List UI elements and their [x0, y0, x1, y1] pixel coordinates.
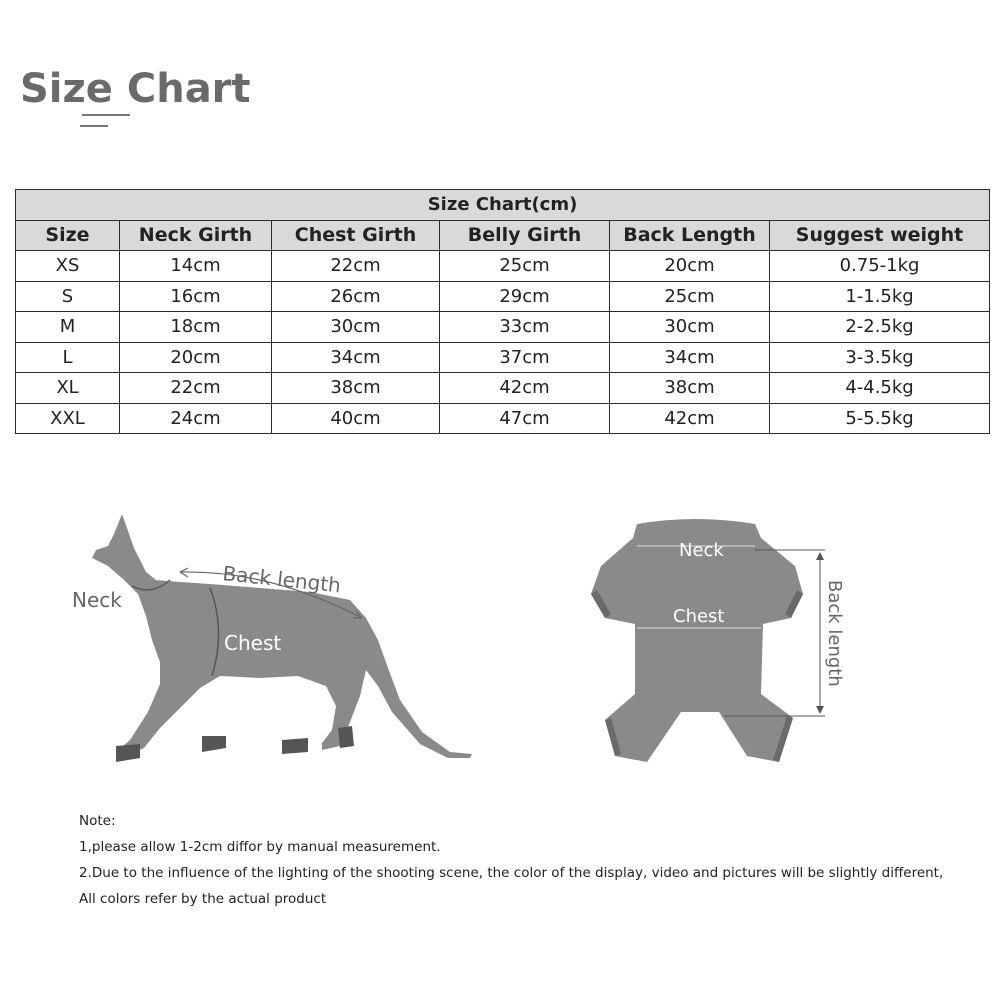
table-row	[16, 251, 990, 282]
table-cell: 0.75-1kg	[770, 251, 990, 282]
table-cell: XS	[16, 251, 120, 282]
table-row	[16, 281, 990, 312]
table-cell: XL	[16, 373, 120, 404]
garment-measurement-diagram	[575, 510, 855, 780]
garment-illustration	[575, 510, 855, 780]
table-cell: XXL	[16, 403, 120, 434]
cat-paw	[338, 726, 354, 748]
table-cell: 4-4.5kg	[770, 373, 990, 404]
note-line: All colors refer by the actual product	[79, 891, 327, 907]
column-header: Chest Girth	[272, 220, 440, 251]
table-cell: 24cm	[120, 403, 272, 434]
table-cell: 38cm	[272, 373, 440, 404]
back-length-arrow-head	[816, 552, 824, 560]
table-cell: 20cm	[120, 342, 272, 373]
cat-silhouette	[92, 514, 472, 758]
table-cell: 42cm	[440, 373, 610, 404]
table-header-row	[16, 220, 990, 251]
back-length-arrow-head	[816, 706, 824, 714]
cat-neck-label: Neck	[72, 588, 122, 612]
column-header: Size	[16, 220, 120, 251]
table-row	[16, 312, 990, 343]
table-cell: 25cm	[440, 251, 610, 282]
table-cell: L	[16, 342, 120, 373]
table-cell: M	[16, 312, 120, 343]
table-caption: Size Chart(cm)	[16, 190, 990, 221]
table-cell: 26cm	[272, 281, 440, 312]
garment-neck-label: Neck	[679, 540, 724, 561]
table-cell: 2-2.5kg	[770, 312, 990, 343]
cat-paw	[282, 738, 308, 754]
cat-back-length-label: Back length	[221, 561, 343, 598]
cat-chest-label: Chest	[224, 631, 282, 655]
table-cell: 29cm	[440, 281, 610, 312]
table-cell: S	[16, 281, 120, 312]
table-cell: 34cm	[610, 342, 770, 373]
note-line: 1,please allow 1-2cm diffor by manual measurement.	[79, 839, 441, 855]
table-cell: 30cm	[272, 312, 440, 343]
table-cell: 18cm	[120, 312, 272, 343]
table-cell: 47cm	[440, 403, 610, 434]
note-line: 2.Due to the influence of the lighting of the shooting scene, the color of the display, video and pictures will be slightly different,	[79, 865, 944, 881]
table-cell: 30cm	[610, 312, 770, 343]
cat-illustration	[60, 500, 490, 780]
table-cell: 42cm	[610, 403, 770, 434]
cat-measurement-diagram	[60, 500, 490, 780]
page-title: Size Chart	[20, 66, 251, 112]
table-cell: 40cm	[272, 403, 440, 434]
garment-back-length-label: Back length	[824, 580, 845, 687]
notes-heading: Note:	[79, 813, 116, 829]
table-cell: 22cm	[272, 251, 440, 282]
column-header: Back Length	[610, 220, 770, 251]
cat-paw	[116, 744, 140, 762]
table-row	[16, 373, 990, 404]
size-table	[15, 189, 990, 434]
table-caption-row	[16, 190, 990, 221]
table-cell: 1-1.5kg	[770, 281, 990, 312]
table-cell: 20cm	[610, 251, 770, 282]
table-row	[16, 342, 990, 373]
table-row	[16, 403, 990, 434]
table-cell: 25cm	[610, 281, 770, 312]
garment-chest-label: Chest	[673, 606, 725, 627]
column-header: Neck Girth	[120, 220, 272, 251]
cat-paw	[202, 736, 226, 752]
title-underline-short	[80, 125, 108, 127]
table-cell: 16cm	[120, 281, 272, 312]
table-cell: 14cm	[120, 251, 272, 282]
table-cell: 34cm	[272, 342, 440, 373]
notes	[79, 808, 979, 912]
table-cell: 38cm	[610, 373, 770, 404]
table-cell: 22cm	[120, 373, 272, 404]
column-header: Belly Girth	[440, 220, 610, 251]
table-cell: 5-5.5kg	[770, 403, 990, 434]
table-cell: 37cm	[440, 342, 610, 373]
title-underline	[82, 114, 130, 116]
table-cell: 3-3.5kg	[770, 342, 990, 373]
table-cell: 33cm	[440, 312, 610, 343]
column-header: Suggest weight	[770, 220, 990, 251]
